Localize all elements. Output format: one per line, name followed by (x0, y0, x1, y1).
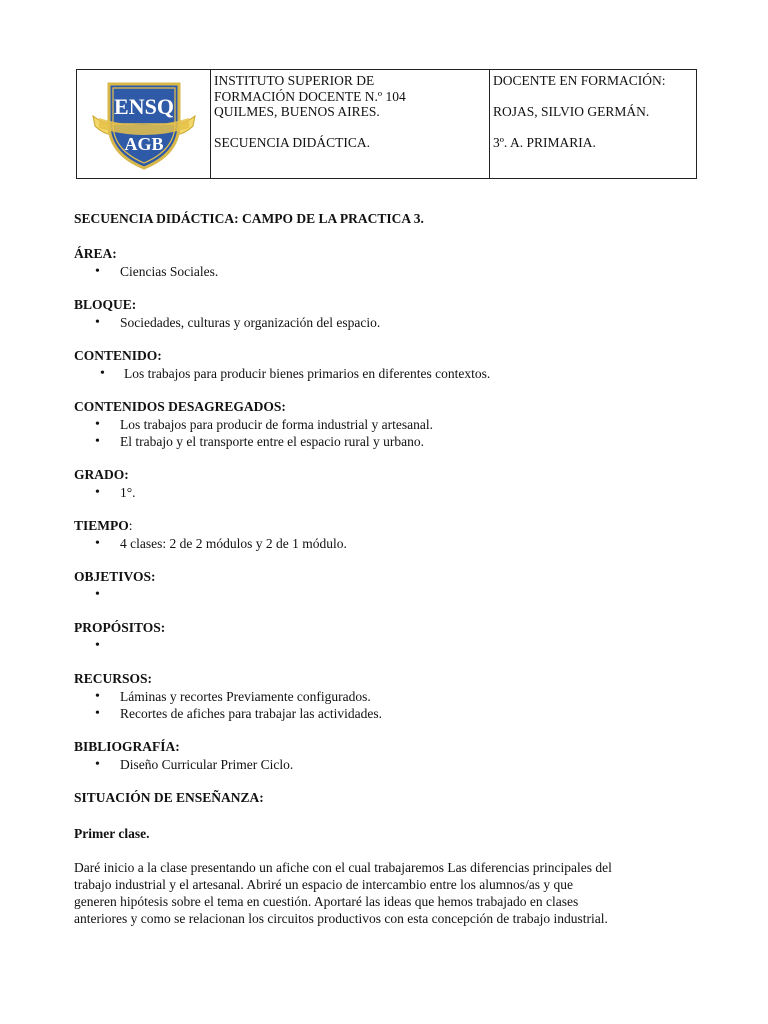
institution-line-1: INSTITUTO SUPERIOR DE (214, 73, 375, 88)
header-table (76, 69, 697, 179)
document-title: SECUENCIA DIDÁCTICA: CAMPO DE LA PRACTICA 3. (74, 211, 424, 226)
document-body (74, 211, 704, 927)
paragraph-line: trabajo industrial y el artesanal. Abriré un espacio de intercambio entre los alumnos/as y que (74, 877, 573, 892)
section-label: CONTENIDOS DESAGREGADOS: (74, 399, 286, 414)
section-label: BIBLIOGRAFÍA: (74, 739, 180, 754)
institution-line-2: FORMACIÓN DOCENTE N.º 104 (214, 88, 406, 104)
list-item: • 4 clases: 2 de 2 módulos y 2 de 1 módulo. (74, 535, 704, 552)
teacher-cell (490, 70, 696, 178)
list-item: • Ciencias Sociales. (74, 263, 704, 280)
logo-text-bottom: AGB (123, 134, 164, 154)
section-label (74, 518, 704, 534)
section-propositos (74, 620, 704, 654)
paragraph-line: Daré inicio a la clase presentando un afiche con el cual trabajaremos Las diferencias principales del (74, 860, 612, 875)
section-tiempo (74, 518, 704, 552)
section-label-suffix: : (128, 518, 133, 533)
section-objetivos (74, 569, 704, 603)
section-contenidos-desagregados (74, 399, 704, 450)
list-item (74, 637, 704, 654)
section-label: PROPÓSITOS: (74, 620, 166, 635)
section-label: OBJETIVOS: (74, 569, 156, 584)
section-recursos (74, 671, 704, 722)
teacher-name: ROJAS, SILVIO GERMÁN. (493, 104, 650, 119)
situation-title: SITUACIÓN DE ENSEÑANZA: (74, 790, 264, 805)
paragraph-line: generen hipótesis sobre el tema en cuestión. Aportaré las ideas que hemos trabajado en clases (74, 894, 579, 909)
section-contenido (74, 348, 704, 382)
list-item (74, 586, 704, 603)
list-item: • Los trabajos para producir bienes primarios en diferentes contextos. (74, 365, 704, 382)
section-label: BLOQUE: (74, 297, 137, 312)
section-grado (74, 467, 704, 501)
list-item: • El trabajo y el transporte entre el espacio rural y urbano. (74, 433, 704, 450)
institution-line-4: SECUENCIA DIDÁCTICA. (214, 135, 371, 150)
school-logo (89, 76, 199, 172)
class-paragraph (74, 859, 704, 927)
paragraph-line: anteriores y como se relacionan los circuitos productivos con esta concepción de trabajo industrial. (74, 911, 608, 926)
section-label-text: TIEMPO (74, 518, 129, 533)
section-bibliografia (74, 739, 704, 773)
section-label: CONTENIDO: (74, 348, 162, 363)
section-bloque (74, 297, 704, 331)
list-item: • Láminas y recortes Previamente configurados. (74, 688, 704, 705)
teacher-label: DOCENTE EN FORMACIÓN: (493, 73, 666, 88)
grade-info: 3º. A. PRIMARIA. (493, 135, 596, 150)
class-title: Primer clase. (74, 826, 150, 841)
institution-line-3: QUILMES, BUENOS AIRES. (214, 104, 380, 119)
section-label: GRADO: (74, 467, 129, 482)
section-label: ÁREA: (74, 246, 117, 261)
list-item: • Recortes de afiches para trabajar las actividades. (74, 705, 704, 722)
list-item: • Sociedades, culturas y organización del espacio. (74, 314, 704, 331)
logo-text-top: ENSQ (113, 94, 174, 119)
section-area (74, 246, 704, 280)
section-label: RECURSOS: (74, 671, 153, 686)
logo-cell (77, 70, 211, 178)
institution-cell (211, 70, 490, 178)
list-item: • 1°. (74, 484, 704, 501)
list-item: • Los trabajos para producir de forma industrial y artesanal. (74, 416, 704, 433)
list-item: • Diseño Curricular Primer Ciclo. (74, 756, 704, 773)
